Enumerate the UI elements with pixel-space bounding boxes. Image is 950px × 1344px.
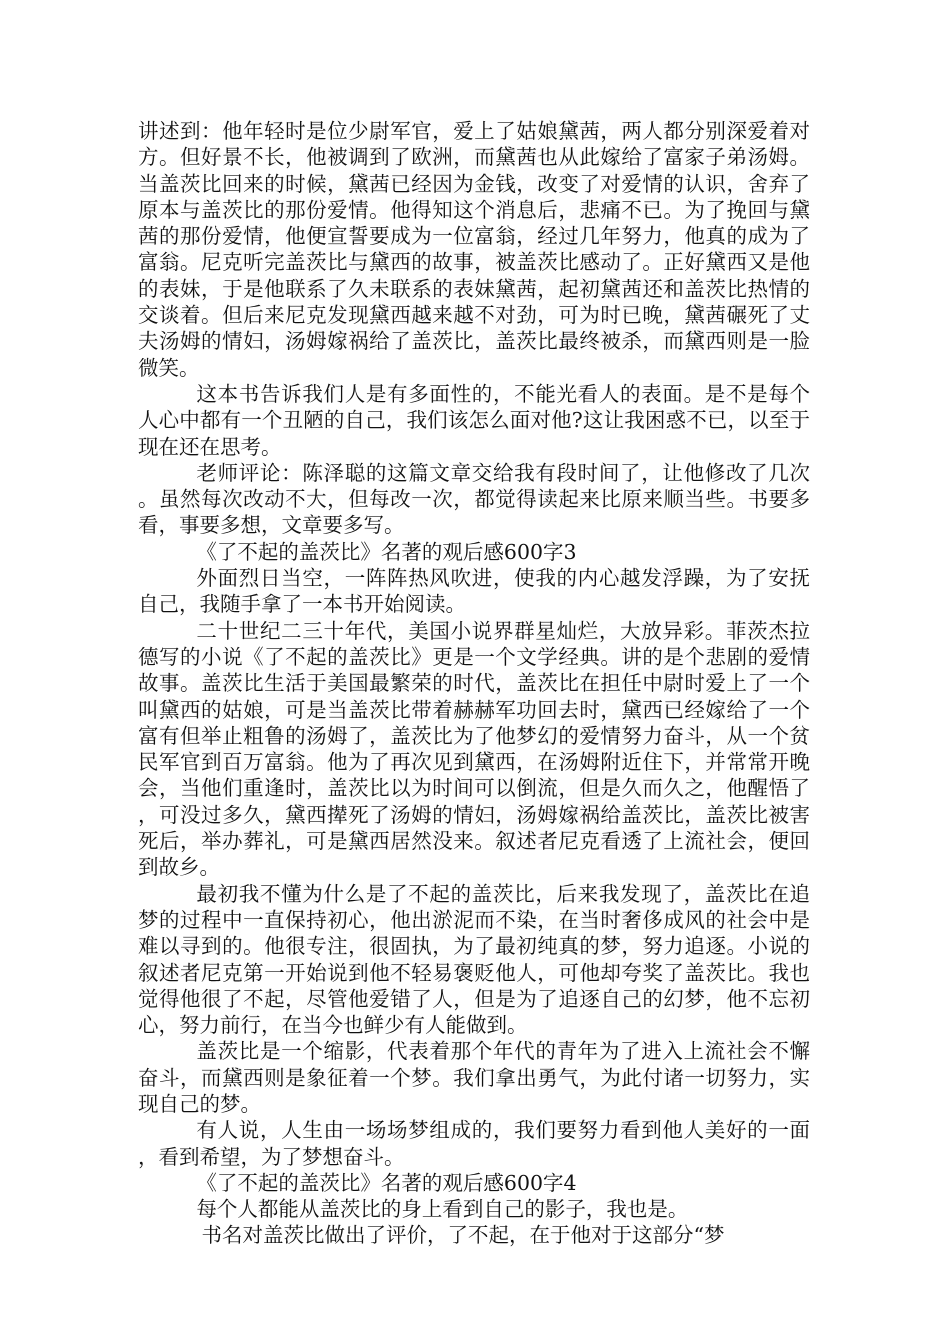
paragraph-1: 讲述到：他年轻时是位少尉军官，爱上了姑娘黛茜，两人都分别深爱着对方。但好景不长，他被调到了欧洲，而黛茜也从此嫁给了富家子弟汤姆。当盖茨比回来的时候，黛茜已经因为金钱，改变了对爱情的认识，舍弃了原本与盖茨比的那份爱情。他得知这个消息后，悲痛不已。为了挽回与黛茜的那份爱情，他便宣誓要成为一位富翁，经过几年努力，他真的成为了富翁。尼克听完盖茨比与黛西的故事，被盖茨比感动了。正好黛西又是他的表妹，于是他联系了久未联系的表妹黛茜，起初黛茜还和盖茨比热情的交谈着。但后来尼克发现黛西越来越不对劲，可为时已晚，黛茜碾死了丈夫汤姆的情妇，汤姆嫁祸给了盖茨比，盖茨比最终被杀，而黛西则是一脸微笑。: [138, 119, 810, 380]
paragraph-7: 盖茨比是一个缩影，代表着那个年代的青年为了进入上流社会不懈奋斗，而黛西则是象征着一个梦。我们拿出勇气，为此付诸一切努力，实现自己的梦。: [138, 1039, 810, 1116]
paragraph-3: 老师评论：陈泽聪的这篇文章交给我有段时间了，让他修改了几次。虽然每次改动不大，但每改一次，都觉得读起来比原来顺当些。书要多看，事要多想，文章要多写。: [138, 460, 810, 538]
document-body: [138, 118, 810, 1249]
paragraph-5: 二十世纪二三十年代，美国小说界群星灿烂，大放异彩。菲茨杰拉德写的小说《了不起的盖茨比》更是一个文学经典。讲的是个悲剧的爱情故事。盖茨比生活于美国最繁荣的时代，盖茨比在担任中尉时爱上了一个叫黛西的姑娘，可是当盖茨比带着赫赫军功回去时，黛西已经嫁给了一个富有但举止粗鲁的汤姆了，盖茨比为了他梦幻的爱情努力奋斗，从一个贫民军官到百万富翁。他为了再次见到黛西，在汤姆附近住下，并常常开晚会，当他们重逢时，盖茨比以为时间可以倒流，但是久而久之，他醒悟了，可没过多久，黛西撵死了汤姆的情妇，汤姆嫁祸给盖茨比，盖茨比被害死后，举办葬礼，可是黛西居然没来。叙述者尼克看透了上流社会，便回到故乡。: [138, 618, 810, 880]
paragraph-10: 书名对盖茨比做出了评价，了不起，在于他对于这部分“梦: [201, 1223, 725, 1248]
section-heading-3: 《了不起的盖茨比》名著的观后感600字3: [196, 539, 577, 564]
paragraph-2: 这本书告诉我们人是有多面性的，不能光看人的表面。是不是每个人心中都有一个丑陋的自己，我们该怎么面对他?这让我困惑不已，以至于现在还在思考。: [138, 381, 810, 459]
section-heading-4: 《了不起的盖茨比》名著的观后感600字4: [196, 1170, 577, 1195]
paragraph-9: 每个人都能从盖茨比的身上看到自己的影子，我也是。: [196, 1197, 689, 1222]
paragraph-8: 有人说，人生由一场场梦组成的，我们要努力看到他人美好的一面，看到希望，为了梦想奋斗。: [138, 1118, 810, 1169]
paragraph-4: 外面烈日当空，一阵阵热风吹进，使我的内心越发浮躁，为了安抚自己，我随手拿了一本书开始阅读。: [138, 566, 810, 617]
paragraph-6: 最初我不懂为什么是了不起的盖茨比，后来我发现了，盖茨比在追梦的过程中一直保持初心，他出淤泥而不染，在当时奢侈成风的社会中是难以寻到的。他很专注，很固执，为了最初纯真的梦，努力追逐。小说的叙述者尼克第一开始说到他不轻易褒贬他人，可他却夸奖了盖茨比。我也觉得他很了不起，尽管他爱错了人，但是为了追逐自己的幻梦，他不忘初心，努力前行，在当今也鲜少有人能做到。: [138, 881, 810, 1038]
